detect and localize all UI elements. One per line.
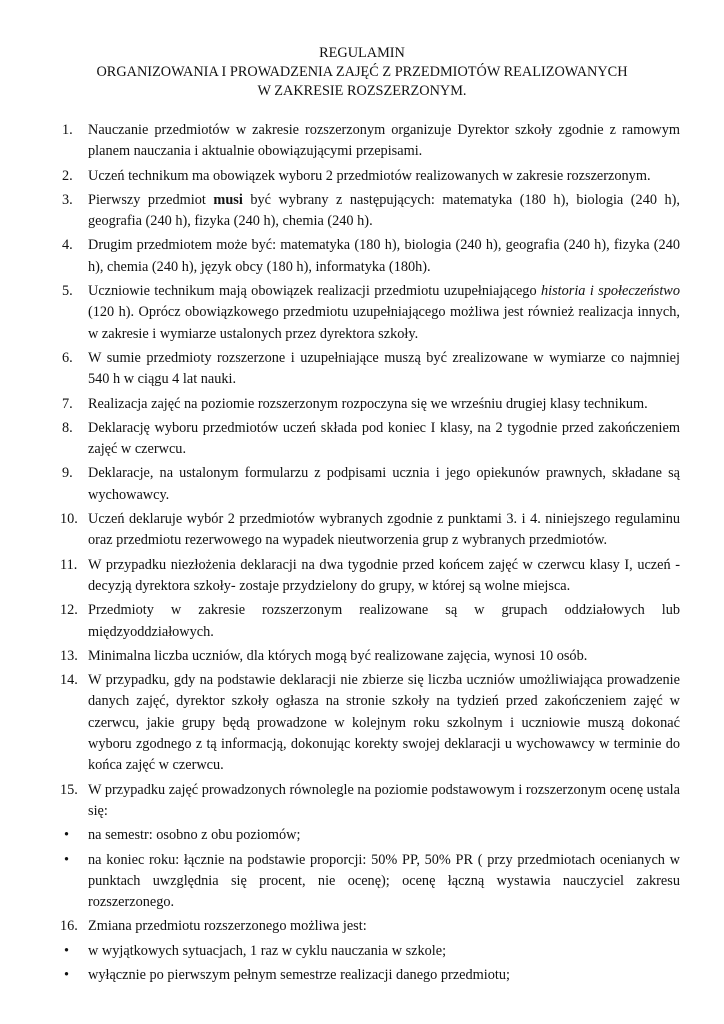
list-item	[0, 509, 724, 552]
bullet-marker: •	[64, 827, 70, 844]
list-item	[0, 190, 724, 233]
item-text: Realizacja zajęć na poziomie rozszerzonym rozpoczyna się we wrześniu drugiej klasy technikum.	[88, 395, 648, 412]
list-item	[0, 555, 724, 598]
item-text: W przypadku zajęć prowadzonych równolegle na poziomie podstawowym i rozszerzonym ocenę ustala się:	[88, 781, 680, 819]
item-text: Przedmioty w zakresie rozszerzonym realizowane są w grupach oddziałowych lub międzyoddziałowych.	[88, 602, 680, 640]
emphasis-subject: historia i społeczeństwo	[540, 283, 680, 300]
list-item	[0, 670, 724, 776]
list-item	[0, 235, 724, 278]
list-item	[0, 600, 724, 643]
item-number: 1.	[62, 122, 73, 138]
list-item	[0, 348, 724, 391]
item-number: 11.	[60, 556, 78, 573]
item-text: na semestr: osobno z obu poziomów;	[88, 827, 301, 844]
list-item	[0, 418, 724, 461]
regulation-list	[0, 120, 724, 989]
item-text: Minimalna liczba uczniów, dla których mogą być realizowane zajęcia, wynosi 10 osób.	[88, 647, 588, 664]
item-text: Uczeń deklaruje wybór 2 przedmiotów wybranych zgodnie z punktami 3. i 4. niniejszego regulaminu oraz przedmiotu rezerwowego na wypadek nieutworzenia grup z wybranych przedmiotów.	[88, 511, 680, 549]
item-number: 4.	[62, 237, 73, 254]
item-text: Deklaracje, na ustalonym formularzu z podpisami ucznia i jego opiekunów prawnych, składane są wychowawcy.	[88, 465, 680, 503]
list-item	[0, 120, 724, 163]
item-text	[88, 190, 680, 233]
item-text: Drugim przedmiotem może być: matematyka (180 h), biologia (240 h), geografia (240 h), fizyka (240 h), chemia (240 h), język obcy (180 h), informatyka (180h).	[88, 237, 680, 275]
item-text-part: Pierwszy przedmiot	[88, 191, 214, 208]
item-text	[88, 281, 680, 345]
list-item	[0, 394, 724, 415]
title-line: ORGANIZOWANIA I PROWADZENIA ZAJĘĆ Z PRZEDMIOTÓW REALIZOWANYCH	[96, 64, 628, 80]
item-number: 5.	[62, 283, 73, 300]
item-text: w wyjątkowych sytuacjach, 1 raz w cyklu nauczania w szkole;	[88, 942, 447, 959]
item-text: W przypadku niezłożenia deklaracji na dwa tygodnie przed końcem zajęć w czerwcu klasy I, uczeń - decyzją dyrektora szkoły- zostaje przydzielony do grupy, w której są wolne miejsca.	[88, 556, 680, 594]
item-number: 10.	[60, 511, 78, 528]
item-text: na koniec roku: łącznie na podstawie proporcji: 50% PP, 50% PR ( przy przedmiotach ocenianych w punktach uwzględnia się procent, nie ocenę); ocenę łączną wystawia nauczyciel zakresu rozszerzonego.	[88, 851, 680, 911]
item-number: 15.	[60, 781, 78, 798]
title-line: REGULAMIN	[319, 45, 405, 61]
bullet-item	[0, 941, 724, 962]
item-number: 14.	[60, 672, 78, 689]
item-number: 13.	[60, 647, 78, 664]
bullet-marker: •	[64, 966, 70, 983]
item-number: 9.	[62, 465, 73, 482]
item-text: Zmiana przedmiotu rozszerzonego możliwa jest:	[88, 918, 367, 935]
list-item	[0, 281, 724, 345]
bullet-item	[0, 850, 724, 914]
item-text-part: Uczniowie technikum mają obowiązek realizacji przedmiotu uzupełniającego	[88, 283, 541, 300]
document-title	[0, 44, 724, 101]
item-text: wyłącznie po pierwszym pełnym semestrze realizacji danego przedmiotu;	[88, 966, 510, 983]
item-text-part: być wybrany z następujących: matematyka (180 h), biologia (240 h), geografia (240 h), fizyka (240 h), chemia (240 h).	[88, 191, 680, 230]
item-number: 2.	[62, 167, 73, 184]
bullet-marker: •	[64, 851, 70, 868]
bullet-item	[0, 825, 724, 846]
item-text: Nauczanie przedmiotów w zakresie rozszerzonym organizuje Dyrektor szkoły zgodnie z ramowym planem nauczania i aktualnie obowiązującymi przepisami.	[88, 122, 680, 160]
item-text: Deklarację wyboru przedmiotów uczeń składa pod koniec I klasy, na 2 tygodnie przed zakończeniem zajęć w czerwcu.	[88, 419, 680, 458]
list-item	[0, 463, 724, 506]
list-item	[0, 646, 724, 667]
bullet-marker: •	[64, 942, 70, 959]
list-item	[0, 780, 724, 823]
item-text-part: (120 h). Oprócz obowiązkowego przedmiotu uzupełniającego możliwa jest również realizacja innych, w zakresie i wymiarze ustalonych przez dyrektora szkoły.	[88, 304, 680, 342]
item-number: 7.	[62, 395, 73, 412]
item-text: Uczeń technikum ma obowiązek wyboru 2 przedmiotów realizowanych w zakresie rozszerzonym.	[88, 167, 651, 184]
list-item	[0, 916, 724, 937]
item-number: 12.	[60, 602, 78, 619]
item-number: 3.	[62, 191, 73, 208]
title-line: W ZAKRESIE ROZSZERZONYM.	[257, 83, 467, 99]
item-number: 16.	[60, 918, 78, 935]
list-item	[0, 166, 724, 187]
bullet-item	[0, 965, 724, 986]
item-number: 8.	[62, 419, 73, 436]
emphasis-must: musi	[213, 191, 243, 208]
item-number: 6.	[62, 349, 73, 366]
item-text: W sumie przedmioty rozszerzone i uzupełniające muszą być zrealizowane w wymiarze co najmniej 540 h w ciągu 4 lat nauki.	[88, 349, 680, 388]
item-text: W przypadku, gdy na podstawie deklaracji nie zbierze się liczba uczniów umożliwiająca prowadzenie danych zajęć, dyrektor szkoły ogłasza na stronie szkoły na tydzień przed zakończeniem zajęć w czerwcu, jakie grupy będą prowadzone w kolejnym roku szkolnym i uczniowie muszą dokonać wyboru zgodnego z tą informacją, dokonując korekty swojej deklaracji u wychowawcy w terminie do końca zajęć w czerwcu.	[88, 672, 680, 774]
